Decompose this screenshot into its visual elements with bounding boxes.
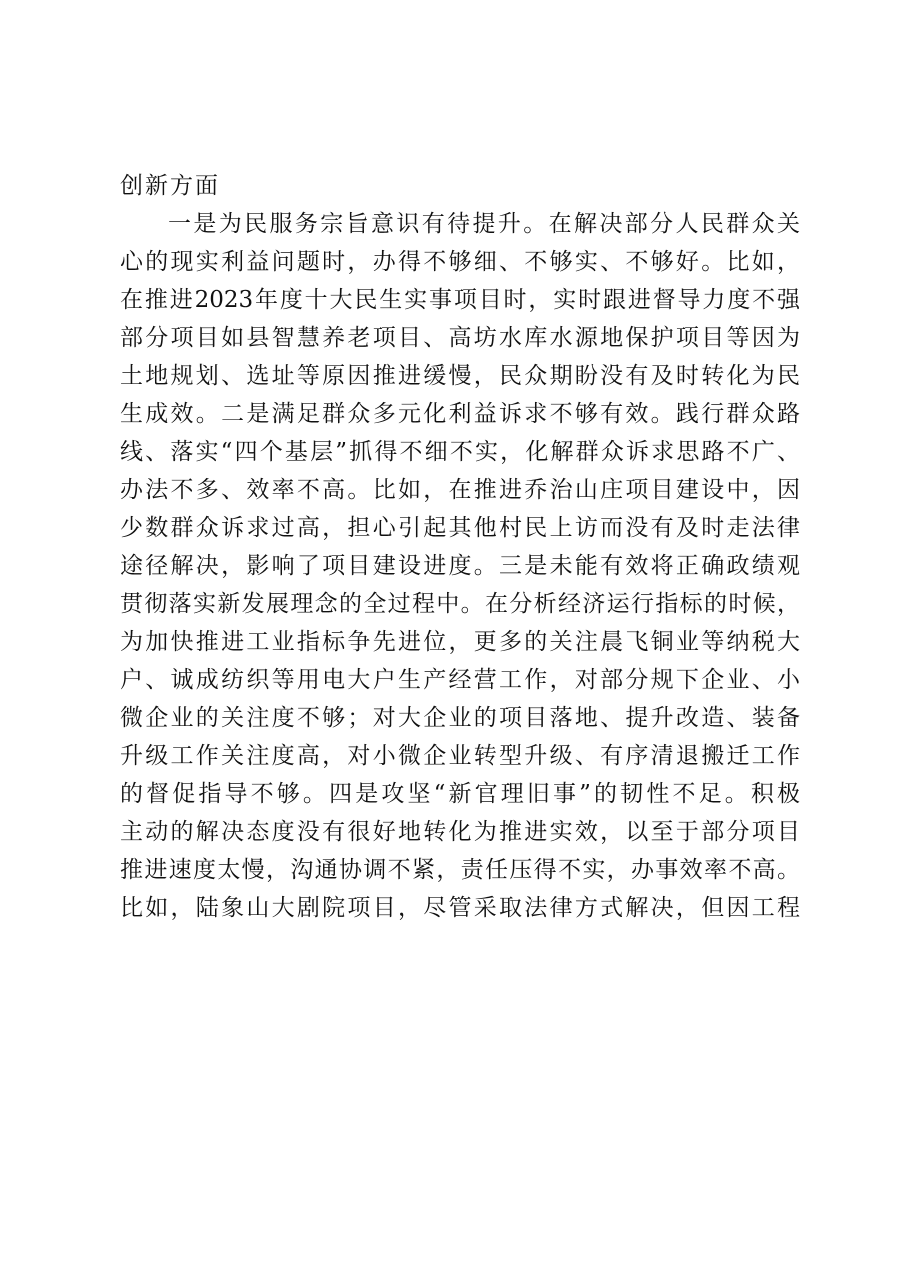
section-heading: 创新方面	[120, 173, 220, 199]
paragraph-line: 生成效。二是满足群众多元化利益诉求不够有效。践行群众路	[120, 401, 800, 427]
paragraph-line: 部分项目如县智慧养老项目、高坊水库水源地保护项目等因为	[120, 325, 800, 351]
paragraph-line: 户、诚成纺织等用电大户生产经营工作，对部分规下企业、小	[120, 667, 800, 693]
paragraph-line: 推进速度太慢，沟通协调不紧，责任压得不实，办事效率不高。	[120, 857, 800, 883]
paragraph-line: 心的现实利益问题时，办得不够细、不够实、不够好。比如，	[120, 249, 800, 275]
paragraph-line: 在推进2023年度十大民生实事项目时，实时跟进督导力度不强	[120, 287, 800, 313]
paragraph-line: 途径解决，影响了项目建设进度。三是未能有效将正确政绩观	[120, 553, 800, 579]
paragraph-line: 比如，陆象山大剧院项目，尽管采取法律方式解决，但因工程	[120, 895, 800, 921]
paragraph-line: 线、落实“四个基层”抓得不细不实，化解群众诉求思路不广、	[120, 439, 800, 465]
paragraph-line: 的督促指导不够。四是攻坚“新官理旧事”的韧性不足。积极	[120, 781, 800, 807]
paragraph-line: 贯彻落实新发展理念的全过程中。在分析经济运行指标的时候，	[120, 591, 800, 617]
paragraph-line: 土地规划、选址等原因推进缓慢，民众期盼没有及时转化为民	[120, 363, 800, 389]
paragraph-line: 办法不多、效率不高。比如，在推进乔治山庄项目建设中，因	[120, 477, 800, 503]
paragraph-line: 微企业的关注度不够；对大企业的项目落地、提升改造、装备	[120, 705, 800, 731]
document-body	[120, 167, 800, 927]
paragraph-line: 升级工作关注度高，对小微企业转型升级、有序清退搬迁工作	[120, 743, 800, 769]
paragraph-line: 少数群众诉求过高，担心引起其他村民上访而没有及时走法律	[120, 515, 800, 541]
paragraph-line: 一是为民服务宗旨意识有待提升。在解决部分人民群众关	[168, 211, 800, 237]
paragraph-line: 为加快推进工业指标争先进位，更多的关注晨飞铜业等纳税大	[120, 629, 800, 655]
paragraph-line: 主动的解决态度没有很好地转化为推进实效，以至于部分项目	[120, 819, 800, 845]
